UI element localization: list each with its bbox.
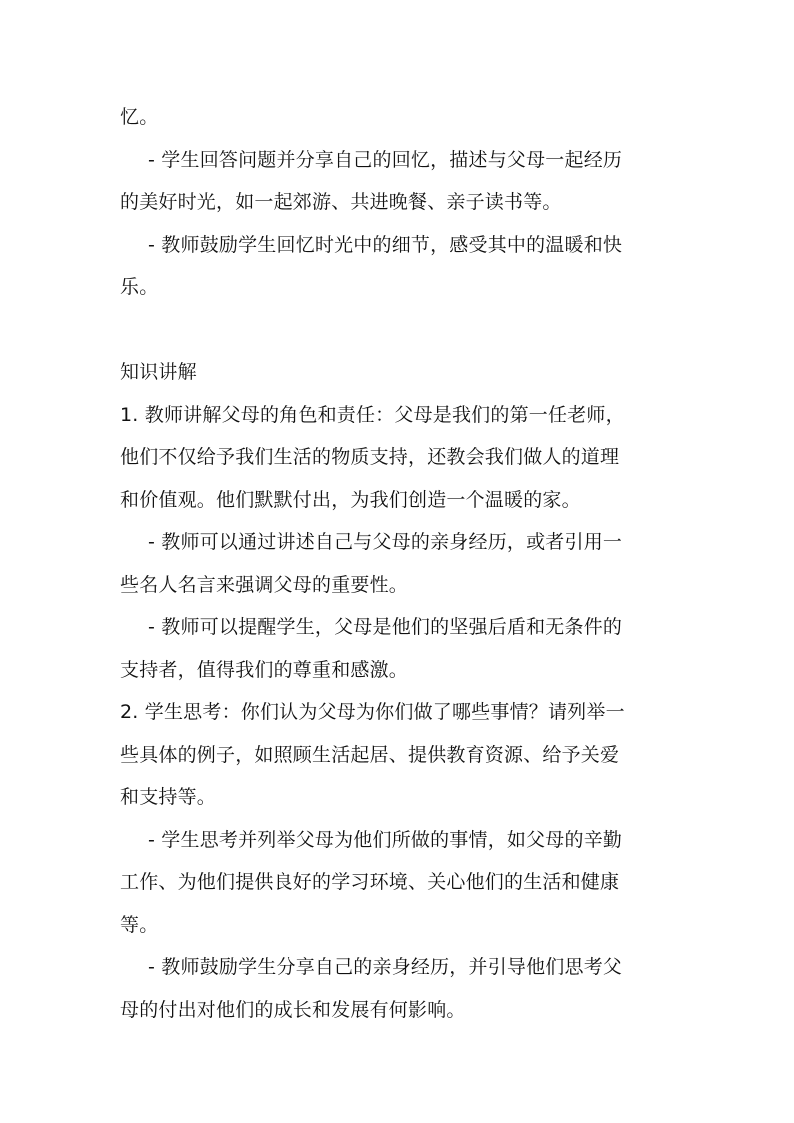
bullet-line: - 学生回答问题并分享自己的回忆，描述与父母一起经历 <box>148 148 623 171</box>
section-heading: 知识讲解 <box>120 361 197 383</box>
bullet-line: - 教师鼓励学生分享自己的亲身经历，并引导他们思考父 <box>148 956 623 978</box>
text-line: 工作、为他们提供良好的学习环境、关心他们的生活和健康 <box>120 871 620 893</box>
text-line: 和支持等。 <box>120 786 217 808</box>
document-body <box>120 96 680 1031</box>
text-line: 忆。 <box>120 106 159 128</box>
bullet-line: - 教师鼓励学生回忆时光中的细节，感受其中的温暖和快 <box>148 233 623 256</box>
text-line: 的美好时光，如一起郊游、共进晚餐、亲子读书等。 <box>120 191 562 213</box>
bullet-line: - 教师可以提醒学生，父母是他们的坚强后盾和无条件的 <box>148 616 623 638</box>
text-line: 乐。 <box>120 276 159 298</box>
text-line: 母的付出对他们的成长和发展有何影响。 <box>120 998 466 1021</box>
text-line: 些名人名言来强调父母的重要性。 <box>120 573 409 596</box>
bullet-line: - 学生思考并列举父母为他们所做的事情，如父母的辛勤 <box>148 828 623 851</box>
text-line: 他们不仅给予我们生活的物质支持，还教会我们做人的道理 <box>120 446 620 468</box>
numbered-item: 2. 学生思考：你们认为父母为你们做了哪些事情？请列举一 <box>120 701 625 723</box>
text-line: 支持者，值得我们的尊重和感激。 <box>120 658 409 681</box>
text-line: 些具体的例子，如照顾生活起居、提供教育资源、给予关爱 <box>120 743 620 766</box>
text-line: 等。 <box>120 913 159 936</box>
text-line: 和价值观。他们默默付出，为我们创造一个温暖的家。 <box>120 488 581 511</box>
blank-line <box>120 309 680 352</box>
numbered-item: 1. 教师讲解父母的角色和责任：父母是我们的第一任老师， <box>120 403 625 426</box>
bullet-line: - 教师可以通过讲述自己与父母的亲身经历，或者引用一 <box>148 531 623 553</box>
